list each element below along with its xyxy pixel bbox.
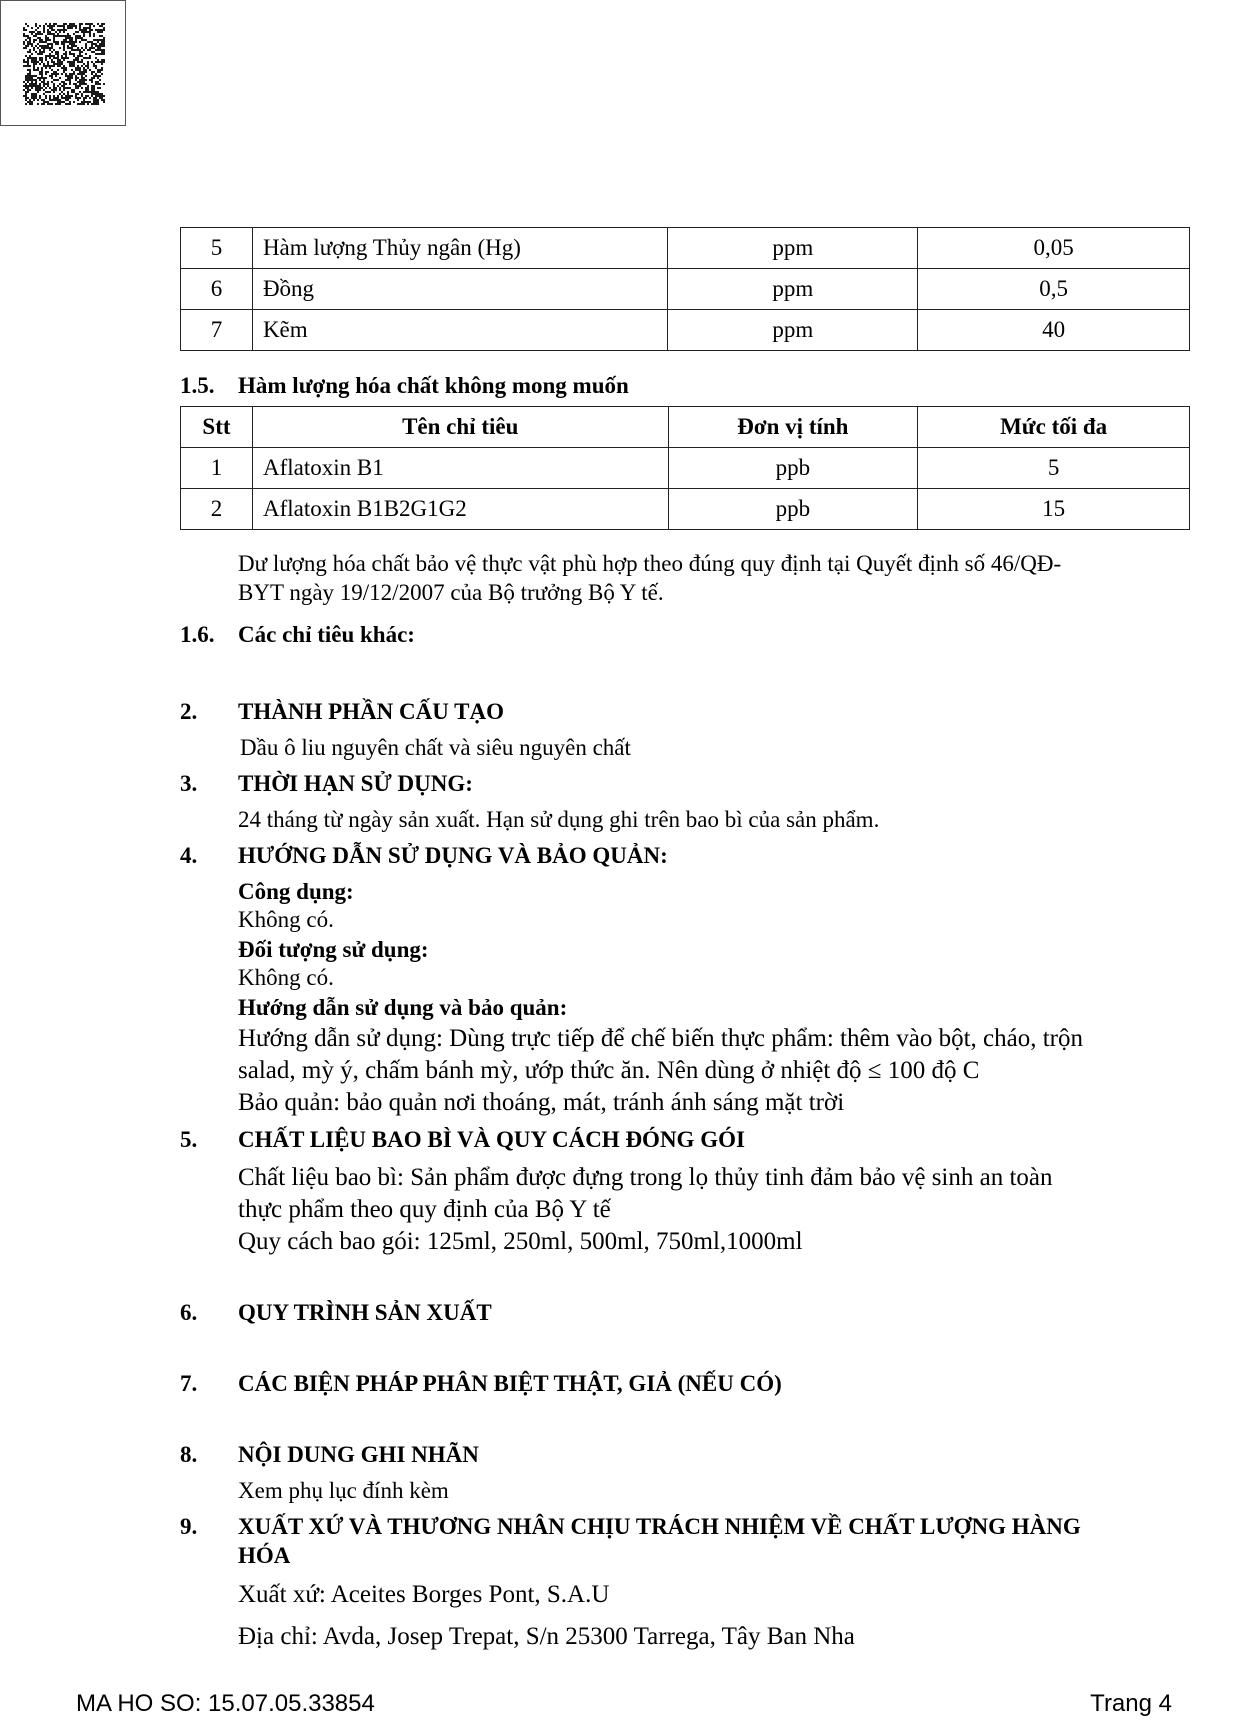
table-row [181,448,1190,489]
cell-stt: 2 [181,489,253,530]
pesticide-note-line: Dư lượng hóa chất bảo vệ thực vật phù hợp theo đúng quy định tại Quyết định số 46/QĐ- [238,551,1062,576]
section-title: XUẤT XỨ VÀ THƯƠNG NHÂN CHỊU TRÁCH NHIỆM VỀ CHẤT LƯỢNG HÀNG [238,1514,1081,1539]
cell-max: 15 [918,489,1190,530]
section-number: 9. [180,1514,198,1539]
section-title: CÁC BIỆN PHÁP PHÂN BIỆT THẬT, GIẢ (NẾU CÓ) [238,1371,782,1396]
packaging-text: thực phẩm theo quy định của Bộ Y tế [238,1196,611,1223]
header-name: Tên chỉ tiêu [252,407,668,448]
section-text: Dầu ô liu nguyên chất và siêu nguyên chất [240,735,631,760]
cell-unit: ppm [668,310,918,351]
table-header-row [181,407,1190,448]
header-stt: Stt [181,407,253,448]
target-text: Không có. [238,965,334,990]
section-title: HÓA [238,1543,291,1568]
storage-text: Bảo quản: bảo quản nơi thoáng, mát, tránh ánh sáng mặt trời [238,1089,845,1116]
cell-stt: 6 [181,269,253,310]
page-number: Trang 4 [1090,1690,1172,1717]
cell-stt: 5 [181,228,253,269]
cell-unit: ppb [668,489,918,530]
cell-max: 0,05 [918,228,1190,269]
cell-name: Đồng [252,269,668,310]
cell-stt: 7 [181,310,253,351]
usage-text: Không có. [238,907,334,932]
cell-unit: ppb [668,448,918,489]
section-number: 8. [180,1442,198,1467]
section-title: HƯỚNG DẪN SỬ DỤNG VÀ BẢO QUẢN: [238,843,668,868]
table-row [181,228,1190,269]
section-number: 5. [180,1127,198,1152]
usage-label: Công dụng: [238,879,354,904]
section-number: 1.5. [180,373,215,398]
cell-max: 5 [918,448,1190,489]
section-title: Các chỉ tiêu khác: [238,622,415,647]
section-title: CHẤT LIỆU BAO BÌ VÀ QUY CÁCH ĐÓNG GÓI [238,1127,745,1152]
table-row [181,310,1190,351]
pesticide-note-line: BYT ngày 19/12/2007 của Bộ trưởng Bộ Y tế. [238,580,664,605]
table-row [181,269,1190,310]
section-number: 6. [180,1300,198,1325]
cell-max: 40 [918,310,1190,351]
section-number: 4. [180,843,198,868]
section-text: Xem phụ lục đính kèm [238,1478,449,1503]
section-number: 3. [180,771,198,796]
section-title: QUY TRÌNH SẢN XUẤT [238,1300,492,1325]
record-number: MA HO SO: 15.07.05.33854 [76,1690,375,1717]
section-number: 7. [180,1371,198,1396]
table-row [181,489,1190,530]
section-number: 1.6. [180,622,215,647]
guide-label: Hướng dẫn sử dụng và bảo quản: [238,995,568,1020]
section-title: NỘI DUNG GHI NHÃN [238,1442,479,1467]
cell-stt: 1 [181,448,253,489]
guide-text: Hướng dẫn sử dụng: Dùng trực tiếp để chế biến thực phẩm: thêm vào bột, cháo, trộn [238,1025,1084,1052]
header-unit: Đơn vị tính [668,407,918,448]
address-text: Địa chỉ: Avda, Josep Trepat, S/n 25300 Tarrega, Tây Ban Nha [238,1623,855,1650]
cell-name: Aflatoxin B1 [252,448,668,489]
cell-unit: ppm [668,228,918,269]
cell-name: Kẽm [252,310,668,351]
origin-text: Xuất xứ: Aceites Borges Pont, S.A.U [238,1581,610,1608]
section-title: Hàm lượng hóa chất không mong muốn [238,373,629,398]
cell-name: Hàm lượng Thủy ngân (Hg) [252,228,668,269]
section-number: 2. [180,699,198,724]
table-unwanted-chemicals [180,406,1190,530]
cell-max: 0,5 [918,269,1190,310]
packaging-spec: Quy cách bao gói: 125ml, 250ml, 500ml, 750ml,1000ml [238,1228,803,1255]
section-text: 24 tháng từ ngày sản xuất. Hạn sử dụng ghi trên bao bì của sản phẩm. [238,807,880,832]
section-title: THÀNH PHẦN CẤU TẠO [238,699,505,724]
guide-text: salad, mỳ ý, chấm bánh mỳ, ướp thức ăn. Nên dùng ở nhiệt độ ≤ 100 độ C [238,1057,980,1084]
table-heavy-metals [180,227,1190,351]
packaging-text: Chất liệu bao bì: Sản phẩm được đựng trong lọ thủy tinh đảm bảo vệ sinh an toàn [238,1164,1053,1191]
target-label: Đối tượng sử dụng: [238,937,429,962]
cell-unit: ppm [668,269,918,310]
section-title: THỜI HẠN SỬ DỤNG: [238,771,473,796]
qr-code-icon [23,23,105,105]
qr-code [0,0,126,126]
header-max: Mức tối đa [918,407,1190,448]
cell-name: Aflatoxin B1B2G1G2 [252,489,668,530]
